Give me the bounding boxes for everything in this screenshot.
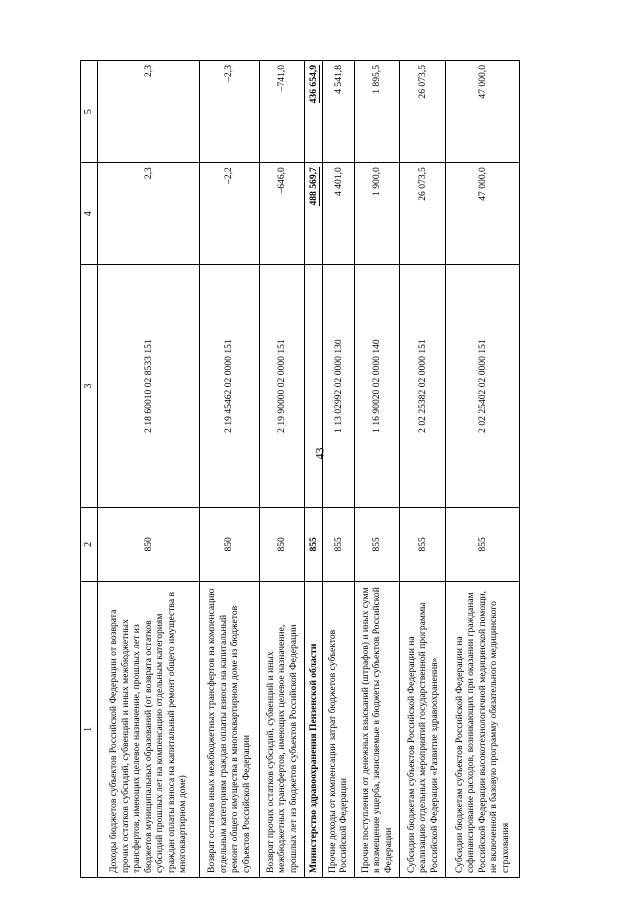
table-header-row [81, 61, 98, 878]
table-row [322, 61, 354, 878]
row-budget-code-cell [400, 265, 446, 508]
cell-text: 26 073,5 [417, 65, 429, 99]
row-value-col4-cell [199, 163, 259, 265]
row-value-col5-cell [354, 61, 400, 163]
table-row [199, 61, 259, 878]
row-value-col4-cell [259, 163, 305, 265]
budget-table [80, 60, 520, 878]
row-name-cell [322, 581, 354, 877]
cell-text: 2 18 60010 02 8533 151 [142, 339, 154, 433]
cell-text: 436 654,9 [307, 65, 319, 104]
cell-text: 47 000,0 [476, 65, 488, 99]
cell-text: –2,3 [223, 65, 235, 82]
row-value-col5-cell [98, 61, 200, 163]
row-name-cell [98, 581, 200, 877]
cell-text: 4 401,0 [332, 167, 344, 196]
cell-text: 850 [276, 537, 288, 552]
cell-text: 1 13 02992 02 0000 130 [332, 339, 344, 433]
table-row [259, 61, 305, 878]
row-name-cell [305, 581, 323, 877]
table-header-cell: 3 [81, 265, 98, 508]
cell-text: Субсидии бюджетам субъектов Российской Федерации на реализацию отдельных мероприятий государственной программы Российской Федерации «Развитие здравоохранения» [405, 602, 440, 873]
cell-text: 855 [417, 537, 429, 552]
row-budget-code-cell [322, 265, 354, 508]
row-budget-code-cell [305, 265, 323, 508]
row-name-cell [199, 581, 259, 877]
cell-text: 4 541,8 [332, 65, 344, 94]
cell-text: –741,0 [276, 65, 288, 92]
row-value-col4-cell [305, 163, 323, 265]
row-value-col5-cell [446, 61, 520, 163]
row-value-col5-cell [305, 61, 323, 163]
table-row [305, 61, 323, 878]
row-name-cell [446, 581, 520, 877]
row-value-col4-cell [322, 163, 354, 265]
row-admin-code-cell [322, 507, 354, 581]
row-admin-code-cell [199, 507, 259, 581]
row-budget-code-cell [354, 265, 400, 508]
table-row [400, 61, 446, 878]
rotated-table-container [80, 60, 520, 878]
cell-text: Субсидии бюджетам субъектов Российской Федерации на софинансирование расходов, возникающих при оказании гражданам Российской Федерации высокотехнологичной медицинской помощи, не включенной в базовую программу обязательного медицинского страхования [453, 590, 511, 873]
row-name-cell [354, 581, 400, 877]
row-admin-code-cell [400, 507, 446, 581]
cell-text: 855 [307, 537, 319, 552]
cell-text: –2,2 [223, 167, 235, 184]
table-header-cell: 5 [81, 61, 98, 163]
row-admin-code-cell [98, 507, 200, 581]
budget-table-body [81, 61, 520, 878]
row-admin-code-cell [305, 507, 323, 581]
row-admin-code-cell [259, 507, 305, 581]
cell-text: Прочие доходы от компенсации затрат бюджетов субъектов Российской Федерации [326, 629, 350, 873]
row-value-col4-cell [354, 163, 400, 265]
cell-text: 1 16 90020 02 0000 140 [371, 339, 383, 433]
cell-text: 47 000,0 [476, 167, 488, 201]
table-header-cell: 4 [81, 163, 98, 265]
row-admin-code-cell [354, 507, 400, 581]
cell-text: 2,3 [142, 167, 154, 180]
row-value-col5-cell [259, 61, 305, 163]
cell-text: 855 [476, 537, 488, 552]
row-name-cell [400, 581, 446, 877]
row-budget-code-cell [98, 265, 200, 508]
cell-text: 850 [223, 537, 235, 552]
row-value-col5-cell [322, 61, 354, 163]
table-row [354, 61, 400, 878]
cell-text: 2 02 25382 02 0000 151 [417, 339, 429, 433]
row-value-col4-cell [400, 163, 446, 265]
row-budget-code-cell [199, 265, 259, 508]
cell-text: 488 569,7 [307, 167, 319, 206]
row-budget-code-cell [259, 265, 305, 508]
table-header-cell: 1 [81, 581, 98, 877]
row-value-col5-cell [400, 61, 446, 163]
cell-text: Министерство здравоохранения Пензенской области [307, 643, 319, 873]
cell-text: 2 19 45462 02 0000 151 [223, 339, 235, 433]
table-header-cell: 2 [81, 507, 98, 581]
row-value-col4-cell [98, 163, 200, 265]
page-number: 43 [312, 447, 327, 460]
row-budget-code-cell [446, 265, 520, 508]
cell-text: 2,3 [142, 65, 154, 77]
cell-text: 1 900,0 [371, 167, 383, 196]
cell-text: –646,0 [276, 167, 288, 194]
table-row [446, 61, 520, 878]
cell-text: Доходы бюджетов субъектов Российской Федерации от возврата прочих остатков субсидий, субвенций и иных межбюджетных трансфертов, имеющих целевое назначение, прошлых лет из бюджетов муниципальных образований (от возврата остатков субсидий прошлых лет на компенсацию отдельным категориям граждан оплаты взноса на капитальный ремонт общего имущества в многоквартирном доме) [108, 591, 189, 873]
cell-text: 855 [371, 537, 383, 552]
cell-text: 855 [332, 537, 344, 552]
row-name-cell [259, 581, 305, 877]
row-admin-code-cell [446, 507, 520, 581]
cell-text: Прочие поступления от денежных взысканий (штрафов) и иных сумм в возмещение ущерба, зачисляемые в бюджеты субъектов Российской Федерации [359, 587, 394, 873]
cell-text: 1 895,5 [371, 65, 383, 94]
row-value-col4-cell [446, 163, 520, 265]
row-value-col5-cell [199, 61, 259, 163]
cell-text: Возврат прочих остатков субсидий, субвенций и иных межбюджетных трансфертов, имеющих целевое назначение, прошлых лет из бюджетов субъектов Российской Федерации [264, 624, 299, 873]
table-row [98, 61, 200, 878]
cell-text: Возврат остатков иных межбюджетных трансфертов на компенсацию отдельным категориям граждан оплаты взноса на капитальный ремонт общего имущества в многоквартирном доме из бюджетов субъектов Российской Федерации [206, 588, 252, 873]
cell-text: 26 073,5 [417, 167, 429, 201]
cell-text: 2 19 90000 02 0000 151 [276, 339, 288, 433]
cell-text: 850 [142, 537, 154, 552]
cell-text: 2 02 25402 02 0000 151 [476, 339, 488, 433]
